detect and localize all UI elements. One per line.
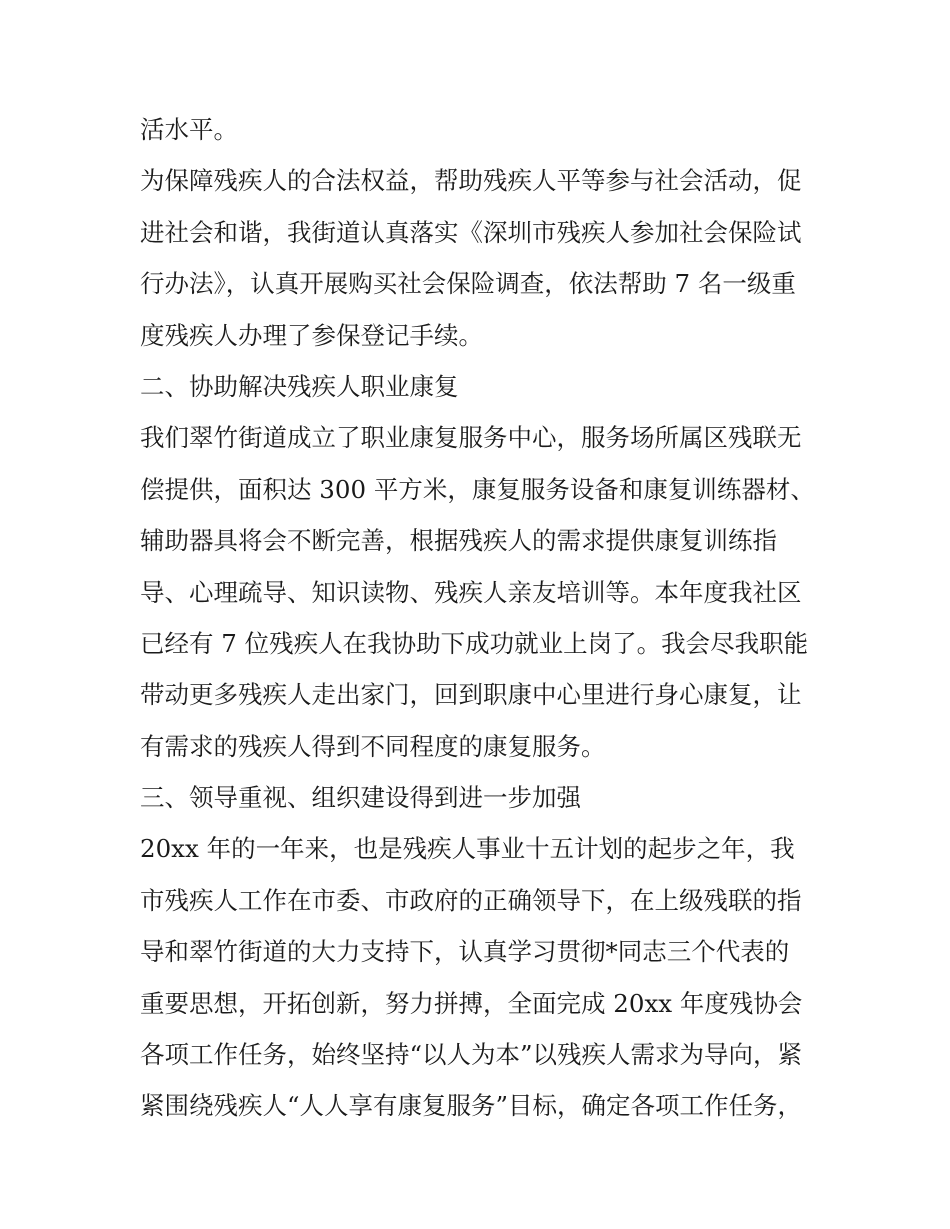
- text-line-20: 紧围绕残疾人“人人享有康复服务”目标，确定各项工作任务，: [140, 1091, 803, 1121]
- text-line-18: 重要思想，开拓创新，努力拼搏，全面完成 20xx 年度残协会: [140, 988, 803, 1018]
- text-line-16: 市残疾人工作在市委、市政府的正确领导下，在上级残联的指: [140, 885, 802, 915]
- text-line-11: 已经有 7 位残疾人在我协助下成功就业上岗了。我会尽我职能: [140, 628, 809, 658]
- text-line-13: 有需求的残疾人得到不同程度的康复服务。: [140, 731, 606, 761]
- text-line-9: 辅助器具将会不断完善，根据残疾人的需求提供康复训练指: [140, 526, 777, 556]
- text-line-3: 进社会和谐，我街道认真落实《深圳市残疾人参加社会保险试: [140, 217, 802, 247]
- text-line-19: 各项工作任务，始终坚持“以人为本”以残疾人需求为导向，紧: [140, 1040, 803, 1070]
- text-line-12: 带动更多残疾人走出家门，回到职康中心里进行身心康复，让: [140, 680, 802, 710]
- text-line-17: 导和翠竹街道的大力支持下，认真学习贯彻*同志三个代表的: [140, 937, 790, 967]
- text-line-7: 我们翠竹街道成立了职业康复服务中心，服务场所属区残联无: [140, 423, 802, 453]
- section-heading-3: 三、领导重视、组织建设得到进一步加强: [140, 783, 581, 813]
- document-body: [140, 104, 820, 1132]
- section-heading-2: 二、协助解决残疾人职业康复: [140, 371, 459, 401]
- text-line-15: 20xx 年的一年来，也是残疾人事业十五计划的起步之年，我: [140, 834, 795, 864]
- text-line-4: 行办法》，认真开展购买社会保险调查，依法帮助 7 名一级重: [140, 269, 796, 299]
- text-line-5: 度残疾人办理了参保登记手续。: [140, 320, 483, 350]
- text-line-8: 偿提供，面积达 300 平方米，康复服务设备和康复训练器材、: [140, 474, 815, 504]
- text-line-1: 活水平。: [140, 115, 238, 144]
- text-line-10: 导、心理疏导、知识读物、残疾人亲友培训等。本年度我社区: [140, 577, 802, 607]
- text-line-2: 为保障残疾人的合法权益，帮助残疾人平等参与社会活动，促: [140, 166, 802, 196]
